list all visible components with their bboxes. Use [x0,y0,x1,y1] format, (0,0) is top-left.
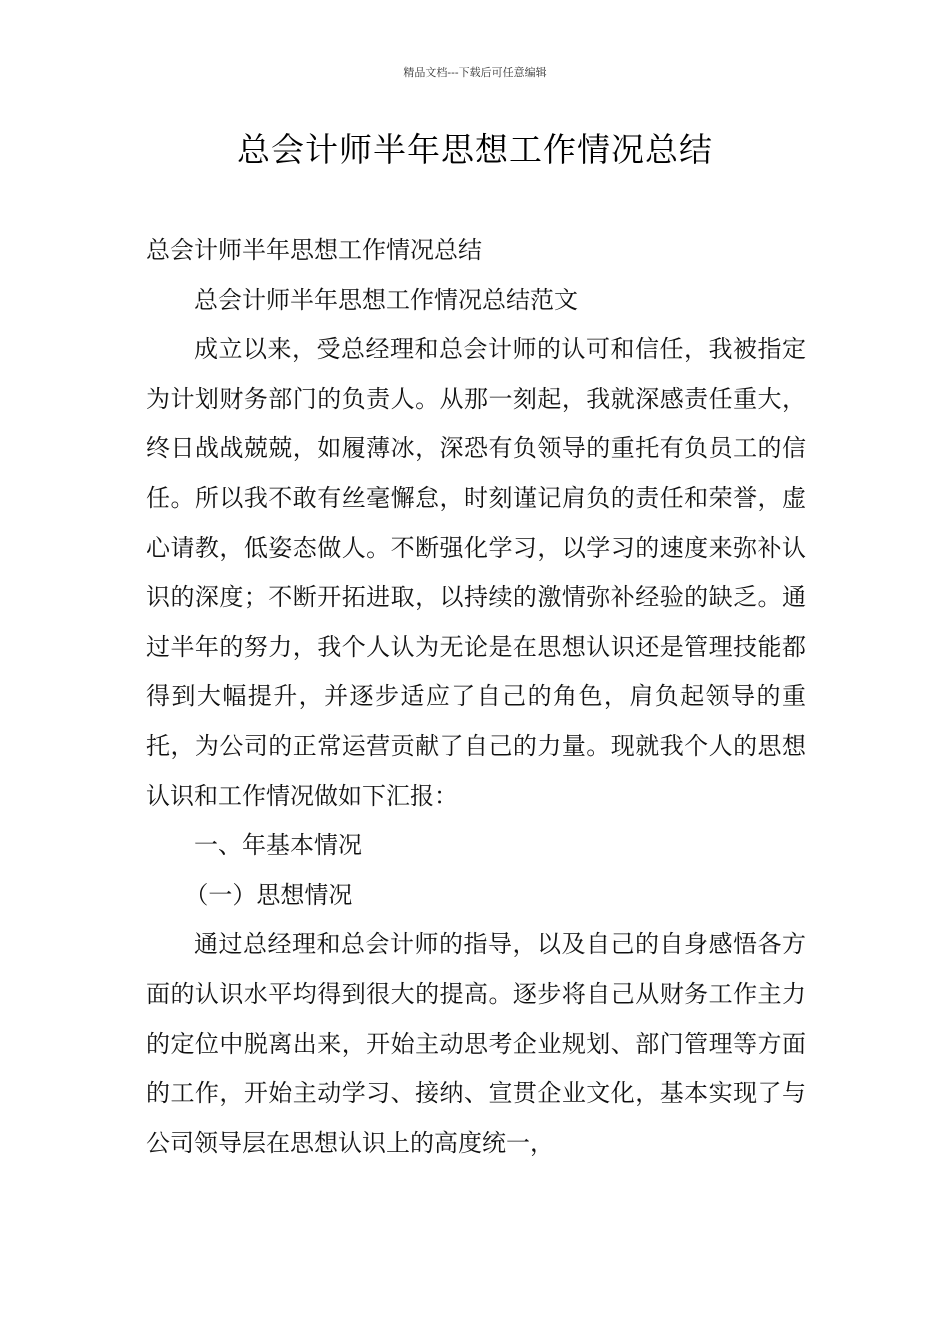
paragraph-thought: 通过总经理和总会计师的指导，以及自己的自身感悟各方面的认识水平均得到很大的提高。逐步将自己从财务工作主力的定位中脱离出来，开始主动思考企业规划、部门管理等方面的工作，开始主动学习、接纳、宣贯企业文化，基本实现了与公司领导层在思想认识上的高度统一， [146,930,806,1157]
section-heading: 一、年基本情况 [194,831,362,860]
document-title: 总会计师半年思想工作情况总结 [237,130,713,169]
page-header: 精品文档---下载后可任意编辑 [403,66,547,79]
paragraph-subtitle: 总会计师半年思想工作情况总结 [146,236,482,264]
document-body [146,226,806,1168]
paragraph-intro: 成立以来，受总经理和总会计师的认可和信任，我被指定为计划财务部门的负责人。从那一刻起，我就深感责任重大，终日战战兢兢，如履薄冰，深恐有负领导的重托有负员工的信任。所以我不敢有丝毫懈怠，时刻谨记肩负的责任和荣誉，虚心请教，低姿态做人。不断强化学习，以学习的速度来弥补认识的深度；不断开拓进取，以持续的激情弥补经验的缺乏。通过半年的努力，我个人认为无论是在思想认识还是管理技能都得到大幅提升，并逐步适应了自己的角色，肩负起领导的重托，为公司的正常运营贡献了自己的力量。现就我个人的思想认识和工作情况做如下汇报： [146,335,806,810]
subsection-heading: （一）思想情况 [184,880,353,909]
paragraph-subheading: 总会计师半年思想工作情况总结范文 [194,285,578,314]
